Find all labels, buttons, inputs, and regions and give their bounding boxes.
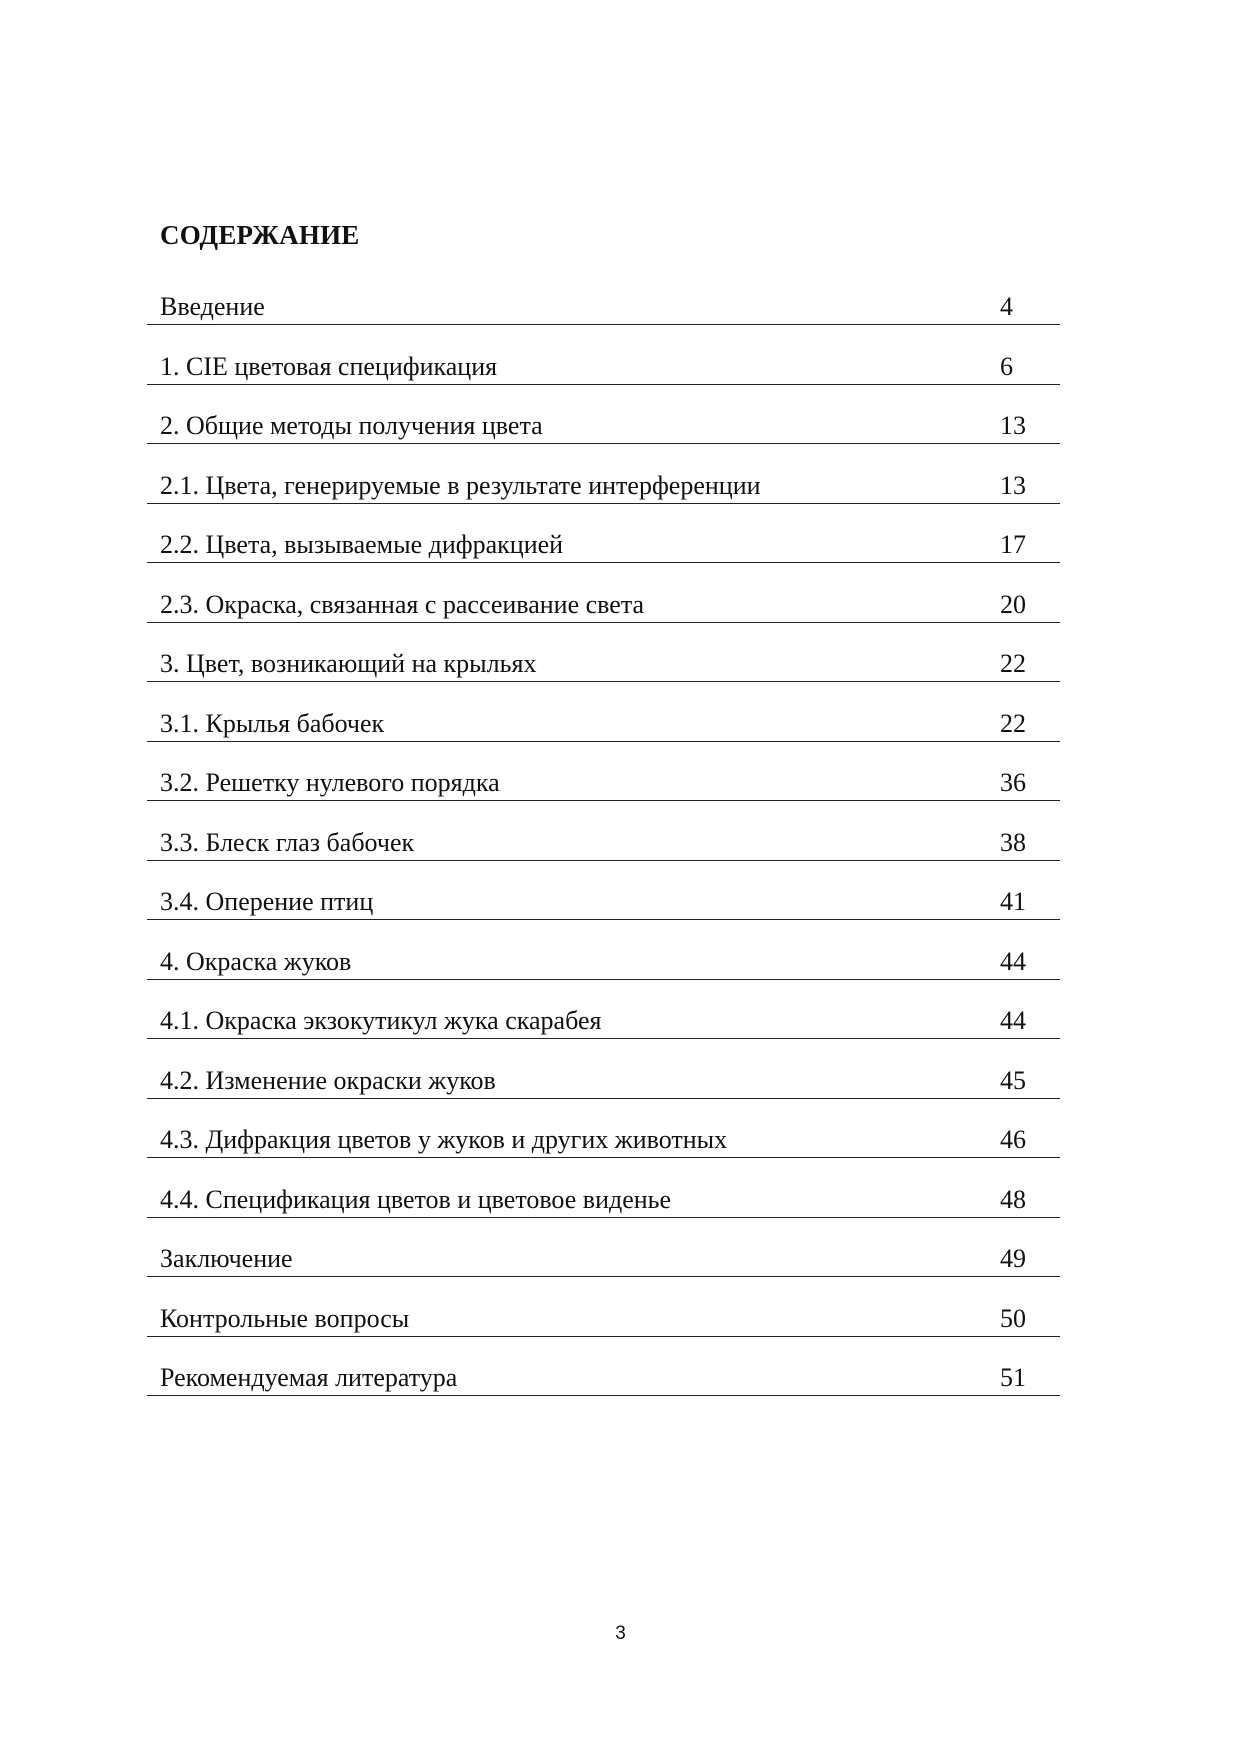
toc-entry-page: 45: [1000, 1065, 1026, 1095]
toc-entry-label: 4.1. Окраска экзокутикул жука скарабея: [160, 1006, 602, 1035]
toc-entry[interactable]: [147, 1160, 1060, 1218]
toc-entry[interactable]: [147, 803, 1060, 861]
toc-entry-page: 6: [1000, 351, 1013, 381]
toc-entry-label: Контрольные вопросы: [160, 1303, 410, 1333]
toc-entry[interactable]: [147, 446, 1060, 504]
toc-entry-label: 3.2. Решетку нулевого порядка: [160, 768, 500, 797]
toc-entry-label: 3.1. Крылья бабочек: [160, 708, 385, 738]
toc-entry[interactable]: [147, 1041, 1060, 1099]
toc-entry-page: 50: [1000, 1303, 1026, 1333]
toc-entry-label: 4.3. Дифракция цветов у жуков и других животных: [160, 1125, 728, 1154]
toc-entry-label: 4.2. Изменение окраски жуков: [160, 1065, 496, 1095]
toc-entry-label: 2. Общие методы получения цвета: [160, 411, 543, 440]
toc-title: СОДЕРЖАНИЕ: [160, 220, 360, 250]
toc-entry-page: 4: [1000, 292, 1013, 321]
toc-entry-page: 36: [1000, 768, 1026, 797]
toc-entry[interactable]: [147, 1100, 1060, 1158]
toc-entry[interactable]: [147, 862, 1060, 920]
toc-entry[interactable]: [147, 922, 1060, 980]
page-number: 3: [615, 1623, 626, 1644]
toc-entry-page: 44: [1000, 1006, 1026, 1035]
toc-entry[interactable]: [147, 981, 1060, 1039]
toc-entry-page: 17: [1000, 530, 1026, 559]
toc-entry-page: 46: [1000, 1125, 1026, 1154]
toc-entry-page: 51: [1000, 1363, 1026, 1392]
toc-entry[interactable]: [147, 684, 1060, 742]
toc-entry[interactable]: [147, 743, 1060, 801]
toc-entry-page: 41: [1000, 887, 1026, 916]
toc-entry-label: Заключение: [160, 1244, 293, 1273]
toc-entry-label: 4.4. Спецификация цветов и цветовое виденье: [160, 1184, 672, 1214]
toc-entry-label: 2.1. Цвета, генерируемые в результате интерференции: [160, 470, 761, 500]
toc-entry-label: 1. CIE цветовая спецификация: [160, 351, 498, 381]
toc-entry[interactable]: [147, 327, 1060, 385]
toc-entry-label: 3. Цвет, возникающий на крыльях: [160, 649, 537, 678]
toc-entry-page: 48: [1000, 1184, 1026, 1214]
toc-entry-label: 2.2. Цвета, вызываемые дифракцией: [160, 530, 564, 559]
toc-entry[interactable]: [147, 1219, 1060, 1277]
toc-entry[interactable]: [147, 1279, 1060, 1337]
toc-entry-label: Введение: [160, 292, 265, 321]
toc-entry[interactable]: [147, 1338, 1060, 1396]
toc-entry[interactable]: [147, 386, 1060, 444]
toc-list: [147, 267, 1060, 1398]
toc-entry-page: 13: [1000, 470, 1026, 500]
toc-entry-label: 3.4. Оперение птиц: [160, 887, 374, 916]
toc-entry[interactable]: [147, 565, 1060, 623]
toc-entry-page: 38: [1000, 827, 1026, 857]
toc-entry-label: 4. Окраска жуков: [160, 946, 352, 976]
toc-entry-label: Рекомендуемая литература: [160, 1363, 458, 1392]
toc-entry-label: 2.3. Окраска, связанная с рассеивание света: [160, 589, 645, 619]
toc-entry-page: 13: [1000, 411, 1026, 440]
toc-entry[interactable]: [147, 505, 1060, 563]
toc-entry-page: 20: [1000, 589, 1026, 619]
toc-entry[interactable]: [147, 624, 1060, 682]
toc-entry[interactable]: [147, 267, 1060, 325]
toc-entry-page: 22: [1000, 708, 1026, 738]
toc-entry-page: 22: [1000, 649, 1026, 678]
toc-entry-page: 44: [1000, 946, 1026, 976]
toc-entry-label: 3.3. Блеск глаз бабочек: [160, 827, 415, 857]
toc-entry-page: 49: [1000, 1244, 1026, 1273]
